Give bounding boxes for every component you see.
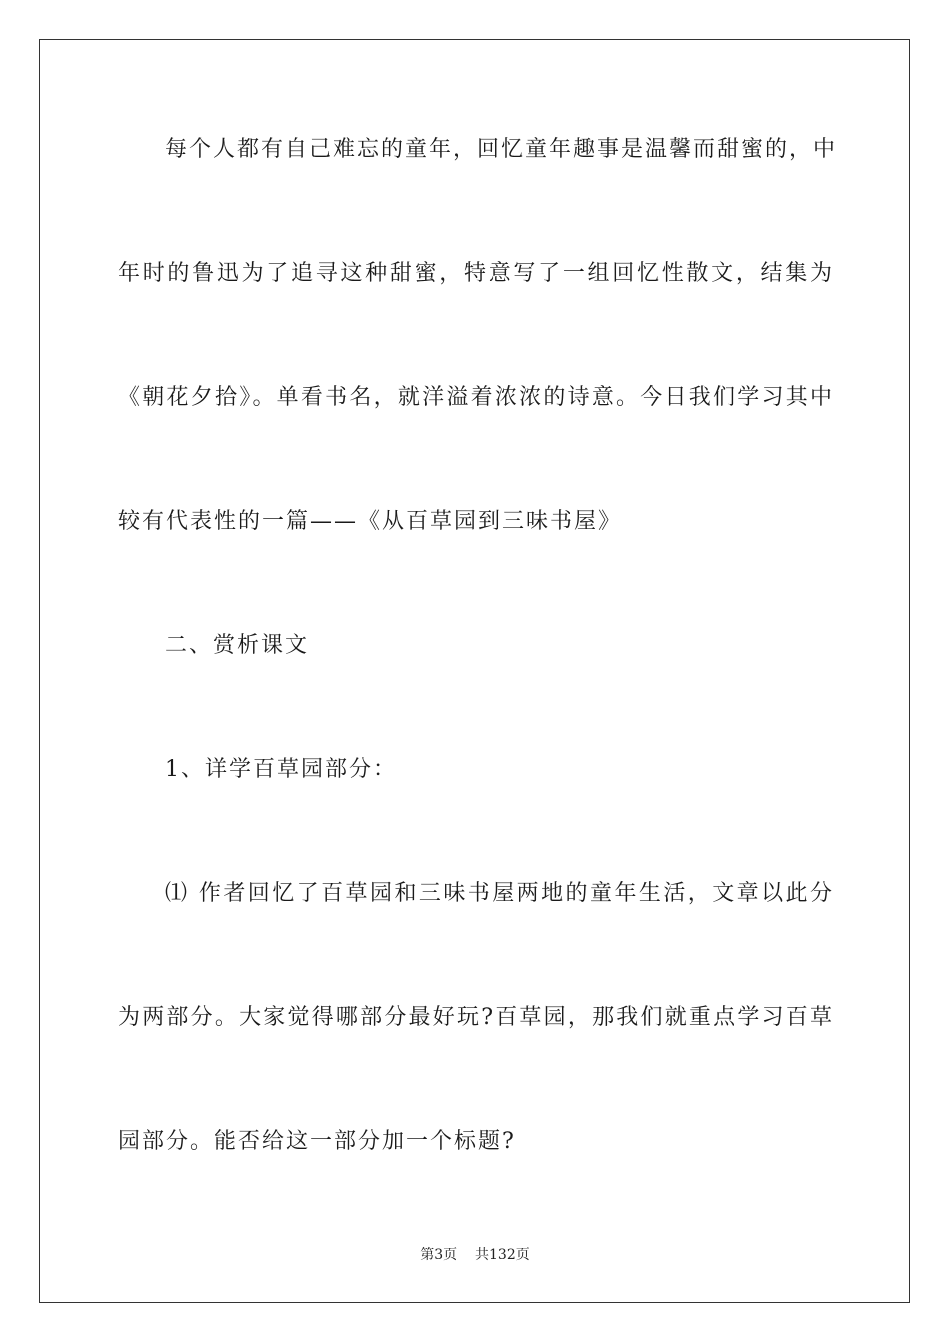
page-footer: [0, 1245, 950, 1265]
page-total: 共132页: [475, 1247, 530, 1263]
paragraph-line-6: 为两部分。大家觉得哪部分最好玩?百草园，那我们就重点学习百草: [118, 1005, 834, 1030]
paragraph-line-7: 园部分。能否给这一部分加一个标题?: [118, 1129, 516, 1154]
paragraph-line-2: 年时的鲁迅为了追寻这种甜蜜，特意写了一组回忆性散文，结集为: [118, 261, 834, 286]
subsection-heading: 1、详学百草园部分：: [165, 757, 397, 782]
paragraph-line-3: 《朝花夕拾》。单看书名，就洋溢着浓浓的诗意。今日我们学习其中: [118, 385, 834, 410]
section-heading: 二、赏析课文: [165, 633, 310, 658]
page-border: [39, 39, 910, 1303]
paragraph-line-4: 较有代表性的一篇——《从百草园到三味书屋》: [118, 509, 623, 534]
paragraph-line-1: 每个人都有自己难忘的童年，回忆童年趣事是温馨而甜蜜的，中: [165, 137, 838, 162]
page-number: 第3页: [420, 1247, 458, 1263]
paragraph-line-5: ⑴ 作者回忆了百草园和三味书屋两地的童年生活，文章以此分: [165, 881, 834, 906]
